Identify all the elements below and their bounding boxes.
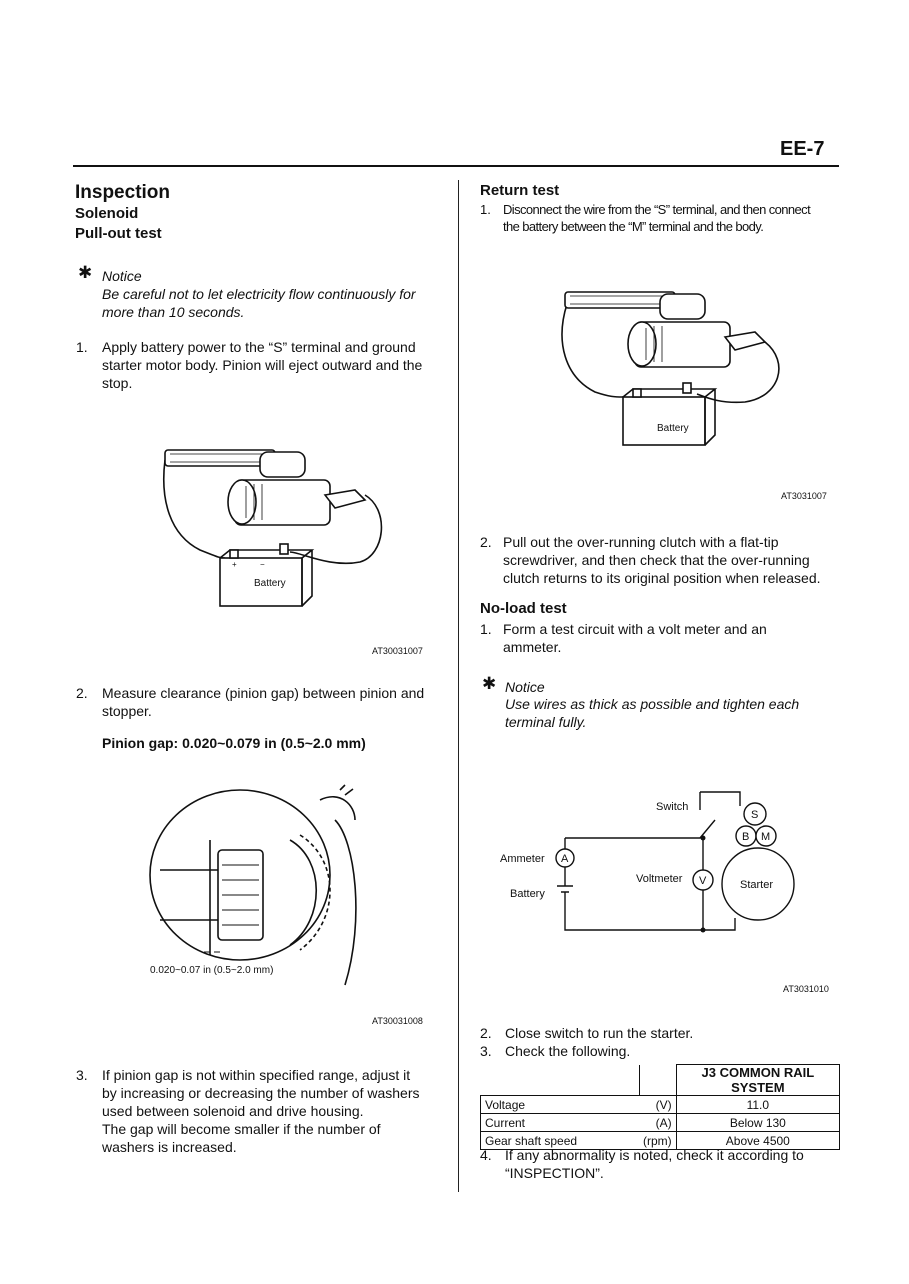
return-step2-line2: screwdriver, and then check that the over-running [503, 552, 810, 568]
step-number: 1. [480, 202, 491, 217]
step1-line1: Apply battery power to the “S” terminal and ground [102, 339, 416, 355]
pinion-gap-spec: Pinion gap: 0.020~0.079 in (0.5~2.0 mm) [102, 735, 366, 751]
step3-line5: washers is increased. [102, 1139, 237, 1155]
figure-code: AT30031007 [372, 646, 423, 656]
row-value: 11.0 [676, 1096, 839, 1114]
row-label: Current [481, 1114, 640, 1132]
row-label: Gear shaft speed [481, 1132, 640, 1150]
step3-line2: by increasing or decreasing the number of washers [102, 1085, 420, 1101]
step2-line2: stopper. [102, 703, 152, 719]
return-step1-line2: the battery between the “M” terminal and the body. [503, 219, 764, 234]
noload-step1-line1: Form a test circuit with a volt meter and an [503, 621, 767, 637]
notice-label: Notice [102, 268, 142, 284]
return-step1-line1: Disconnect the wire from the “S” terminal, and then connect [503, 202, 811, 217]
step3-line4: The gap will become smaller if the number of [102, 1121, 381, 1137]
subsection-title: Solenoid [75, 205, 139, 222]
step3-line1: If pinion gap is not within specified range, adjust it [102, 1067, 411, 1083]
pinion-gap-figure [140, 780, 380, 990]
starter-label: Starter [740, 879, 774, 891]
row-unit: (rpm) [639, 1132, 676, 1150]
step-number: 2. [480, 534, 492, 550]
table-row [481, 1096, 840, 1114]
ammeter-label: Ammeter [500, 853, 545, 865]
noload-step4-line1: If any abnormality is noted, check it according to [505, 1147, 804, 1163]
noload-step1-line2: ammeter. [503, 639, 562, 655]
step-number: 3. [76, 1067, 88, 1083]
voltmeter-label: Voltmeter [636, 873, 683, 885]
table-row [481, 1114, 840, 1132]
switch-label: Switch [656, 801, 689, 813]
figure-code: AT3031010 [783, 984, 829, 994]
row-label: Voltage [481, 1096, 640, 1114]
svg-text:−: − [260, 560, 265, 569]
header-rule [73, 165, 839, 167]
notice-text-line2: terminal fully. [505, 714, 587, 730]
row-unit: (A) [639, 1114, 676, 1132]
no-load-circuit-diagram [490, 780, 810, 940]
terminal-m-label: M [761, 831, 771, 843]
step-number: 4. [480, 1147, 492, 1163]
table-header: J3 COMMON RAIL SYSTEM [676, 1065, 839, 1096]
svg-text:+: + [232, 560, 237, 569]
step3-line3: used between solenoid and drive housing. [102, 1103, 364, 1119]
noload-step4-line2: “INSPECTION”. [505, 1165, 604, 1181]
table-header-row [481, 1065, 840, 1096]
notice-text-line2: more than 10 seconds. [102, 304, 245, 320]
step1-line3: stop. [102, 375, 133, 391]
return-test-figure [545, 282, 795, 462]
voltmeter-symbol: V [699, 875, 707, 887]
ammeter-symbol: A [561, 853, 569, 865]
step2-line1: Measure clearance (pinion gap) between pinion and [102, 685, 425, 701]
row-value: Above 4500 [676, 1132, 839, 1150]
noload-step3: Check the following. [505, 1043, 631, 1059]
notice-text-line1: Be careful not to let electricity flow continuously for [102, 286, 416, 302]
step-number: 1. [76, 339, 88, 355]
terminal-b-label: B [742, 831, 750, 843]
notice-asterisk-icon: ✱ [482, 674, 497, 693]
noload-step2: Close switch to run the starter. [505, 1025, 694, 1041]
terminal-s-label: S [751, 809, 759, 821]
step-number: 1. [480, 621, 492, 637]
figure-code: AT3031007 [781, 491, 827, 501]
row-value: Below 130 [676, 1114, 839, 1132]
section-title: Inspection [75, 182, 171, 203]
pinion-gap-dimension: 0.020~0.07 in (0.5~2.0 mm) [150, 965, 274, 976]
page-code: EE-7 [780, 138, 825, 160]
step1-line2: starter motor body. Pinion will eject outward and the [102, 357, 423, 373]
no-load-test-title: No-load test [480, 600, 567, 617]
pull-out-test-figure [150, 440, 410, 620]
return-step2-line3: clutch returns to its original position when released. [503, 570, 821, 586]
return-step2-line1: Pull out the over-running clutch with a flat-tip [503, 534, 779, 550]
test-title: Pull-out test [75, 225, 162, 242]
row-unit: (V) [639, 1096, 676, 1114]
step-number: 2. [76, 685, 88, 701]
battery-label: Battery [254, 578, 286, 589]
column-divider [458, 180, 459, 1192]
notice-label: Notice [505, 679, 545, 695]
battery-label: Battery [657, 423, 689, 434]
step-number: 3. [480, 1043, 492, 1059]
step-number: 2. [480, 1025, 492, 1041]
notice-text-line1: Use wires as thick as possible and tighten each [505, 696, 800, 712]
notice-asterisk-icon: ✱ [78, 263, 93, 282]
no-load-spec-table [480, 1064, 840, 1150]
battery-label: Battery [510, 888, 545, 900]
return-test-title: Return test [480, 182, 560, 199]
figure-code: AT30031008 [372, 1016, 423, 1026]
